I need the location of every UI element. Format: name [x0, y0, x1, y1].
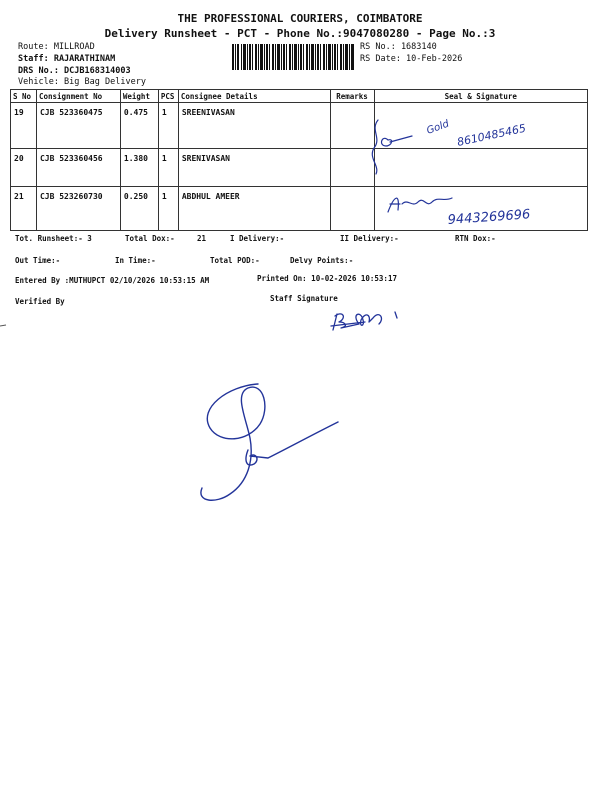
cell-consignment: CJB 523360475	[36, 103, 120, 149]
col-header-seal-signature: Seal & Signature	[374, 90, 588, 103]
large-signature	[188, 378, 348, 513]
staff-label: Staff: RAJARATHINAM	[18, 54, 116, 64]
staff-signature-mark	[325, 300, 415, 340]
entered-by: Entered By :MUTHUPCT 02/10/2026 10:53:15 AM	[15, 276, 210, 285]
route-label: Route: MILLROAD	[18, 42, 95, 52]
cell-weight: 0.250	[120, 187, 158, 231]
cell-sno: 20	[11, 149, 37, 187]
col-header-consignee: Consignee Details	[178, 90, 330, 103]
cell-pcs: 1	[158, 187, 178, 231]
company-title: THE PROFESSIONAL COURIERS, COIMBATORE	[177, 12, 423, 25]
total-pod: Total POD:-	[210, 256, 260, 265]
i-delivery: I Delivery:-	[230, 234, 285, 243]
row1-signature-scribble	[372, 120, 412, 174]
col-header-remarks: Remarks	[330, 90, 374, 103]
total-dox-label: Total Dox:-	[125, 234, 175, 243]
staff-signature-label: Staff Signature	[270, 294, 338, 303]
ii-delivery: II Delivery:-	[340, 234, 399, 243]
col-header-sno: S No	[11, 90, 37, 103]
handwritten-signatures	[360, 100, 590, 230]
cell-sno: 21	[11, 187, 37, 231]
col-header-consignment: Consignment No	[36, 90, 120, 103]
vehicle-label: Vehicle: Big Bag Delivery	[18, 77, 146, 87]
cell-consignment: CJB 523360456	[36, 149, 120, 187]
cell-consignment: CJB 523260730	[36, 187, 120, 231]
total-dox-value: 21	[197, 234, 207, 243]
row1-handwritten-note: Gold	[425, 118, 451, 137]
cell-consignee: SREENIVASAN	[178, 103, 330, 149]
in-time: In Time:-	[115, 256, 156, 265]
delvy-points: Delvy Points:-	[290, 256, 354, 265]
rs-number: RS No.: 1683140	[360, 42, 437, 52]
cell-pcs: 1	[158, 149, 178, 187]
tot-runsheet: Tot. Runsheet:- 3	[15, 234, 92, 243]
drs-label: DRS No.: DCJB168314003	[18, 66, 131, 76]
cell-sno: 19	[11, 103, 37, 149]
runsheet-subtitle: Delivery Runsheet - PCT - Phone No.:9047080280 - Page No.:3	[104, 27, 496, 40]
out-time: Out Time:-	[15, 256, 61, 265]
rs-date: RS Date: 10-Feb-2026	[360, 54, 463, 64]
col-header-weight: Weight	[120, 90, 158, 103]
cell-consignee: ABDHUL AMEER	[178, 187, 330, 231]
printed-on: Printed On: 10-02-2026 10:53:17	[257, 274, 397, 283]
cell-weight: 1.380	[120, 149, 158, 187]
cell-pcs: 1	[158, 103, 178, 149]
cell-consignee: SRENIVASAN	[178, 149, 330, 187]
margin-mark	[0, 322, 10, 330]
row3-signature-scribble	[388, 198, 452, 212]
row3-handwritten-phone: 9443269696	[447, 207, 531, 228]
cell-weight: 0.475	[120, 103, 158, 149]
rtn-dox: RTN Dox:-	[455, 234, 496, 243]
barcode	[232, 44, 354, 70]
col-header-pcs: PCS	[158, 90, 178, 103]
row1-handwritten-phone: 8610485465	[455, 121, 528, 149]
verified-by: Verified By	[15, 297, 65, 306]
